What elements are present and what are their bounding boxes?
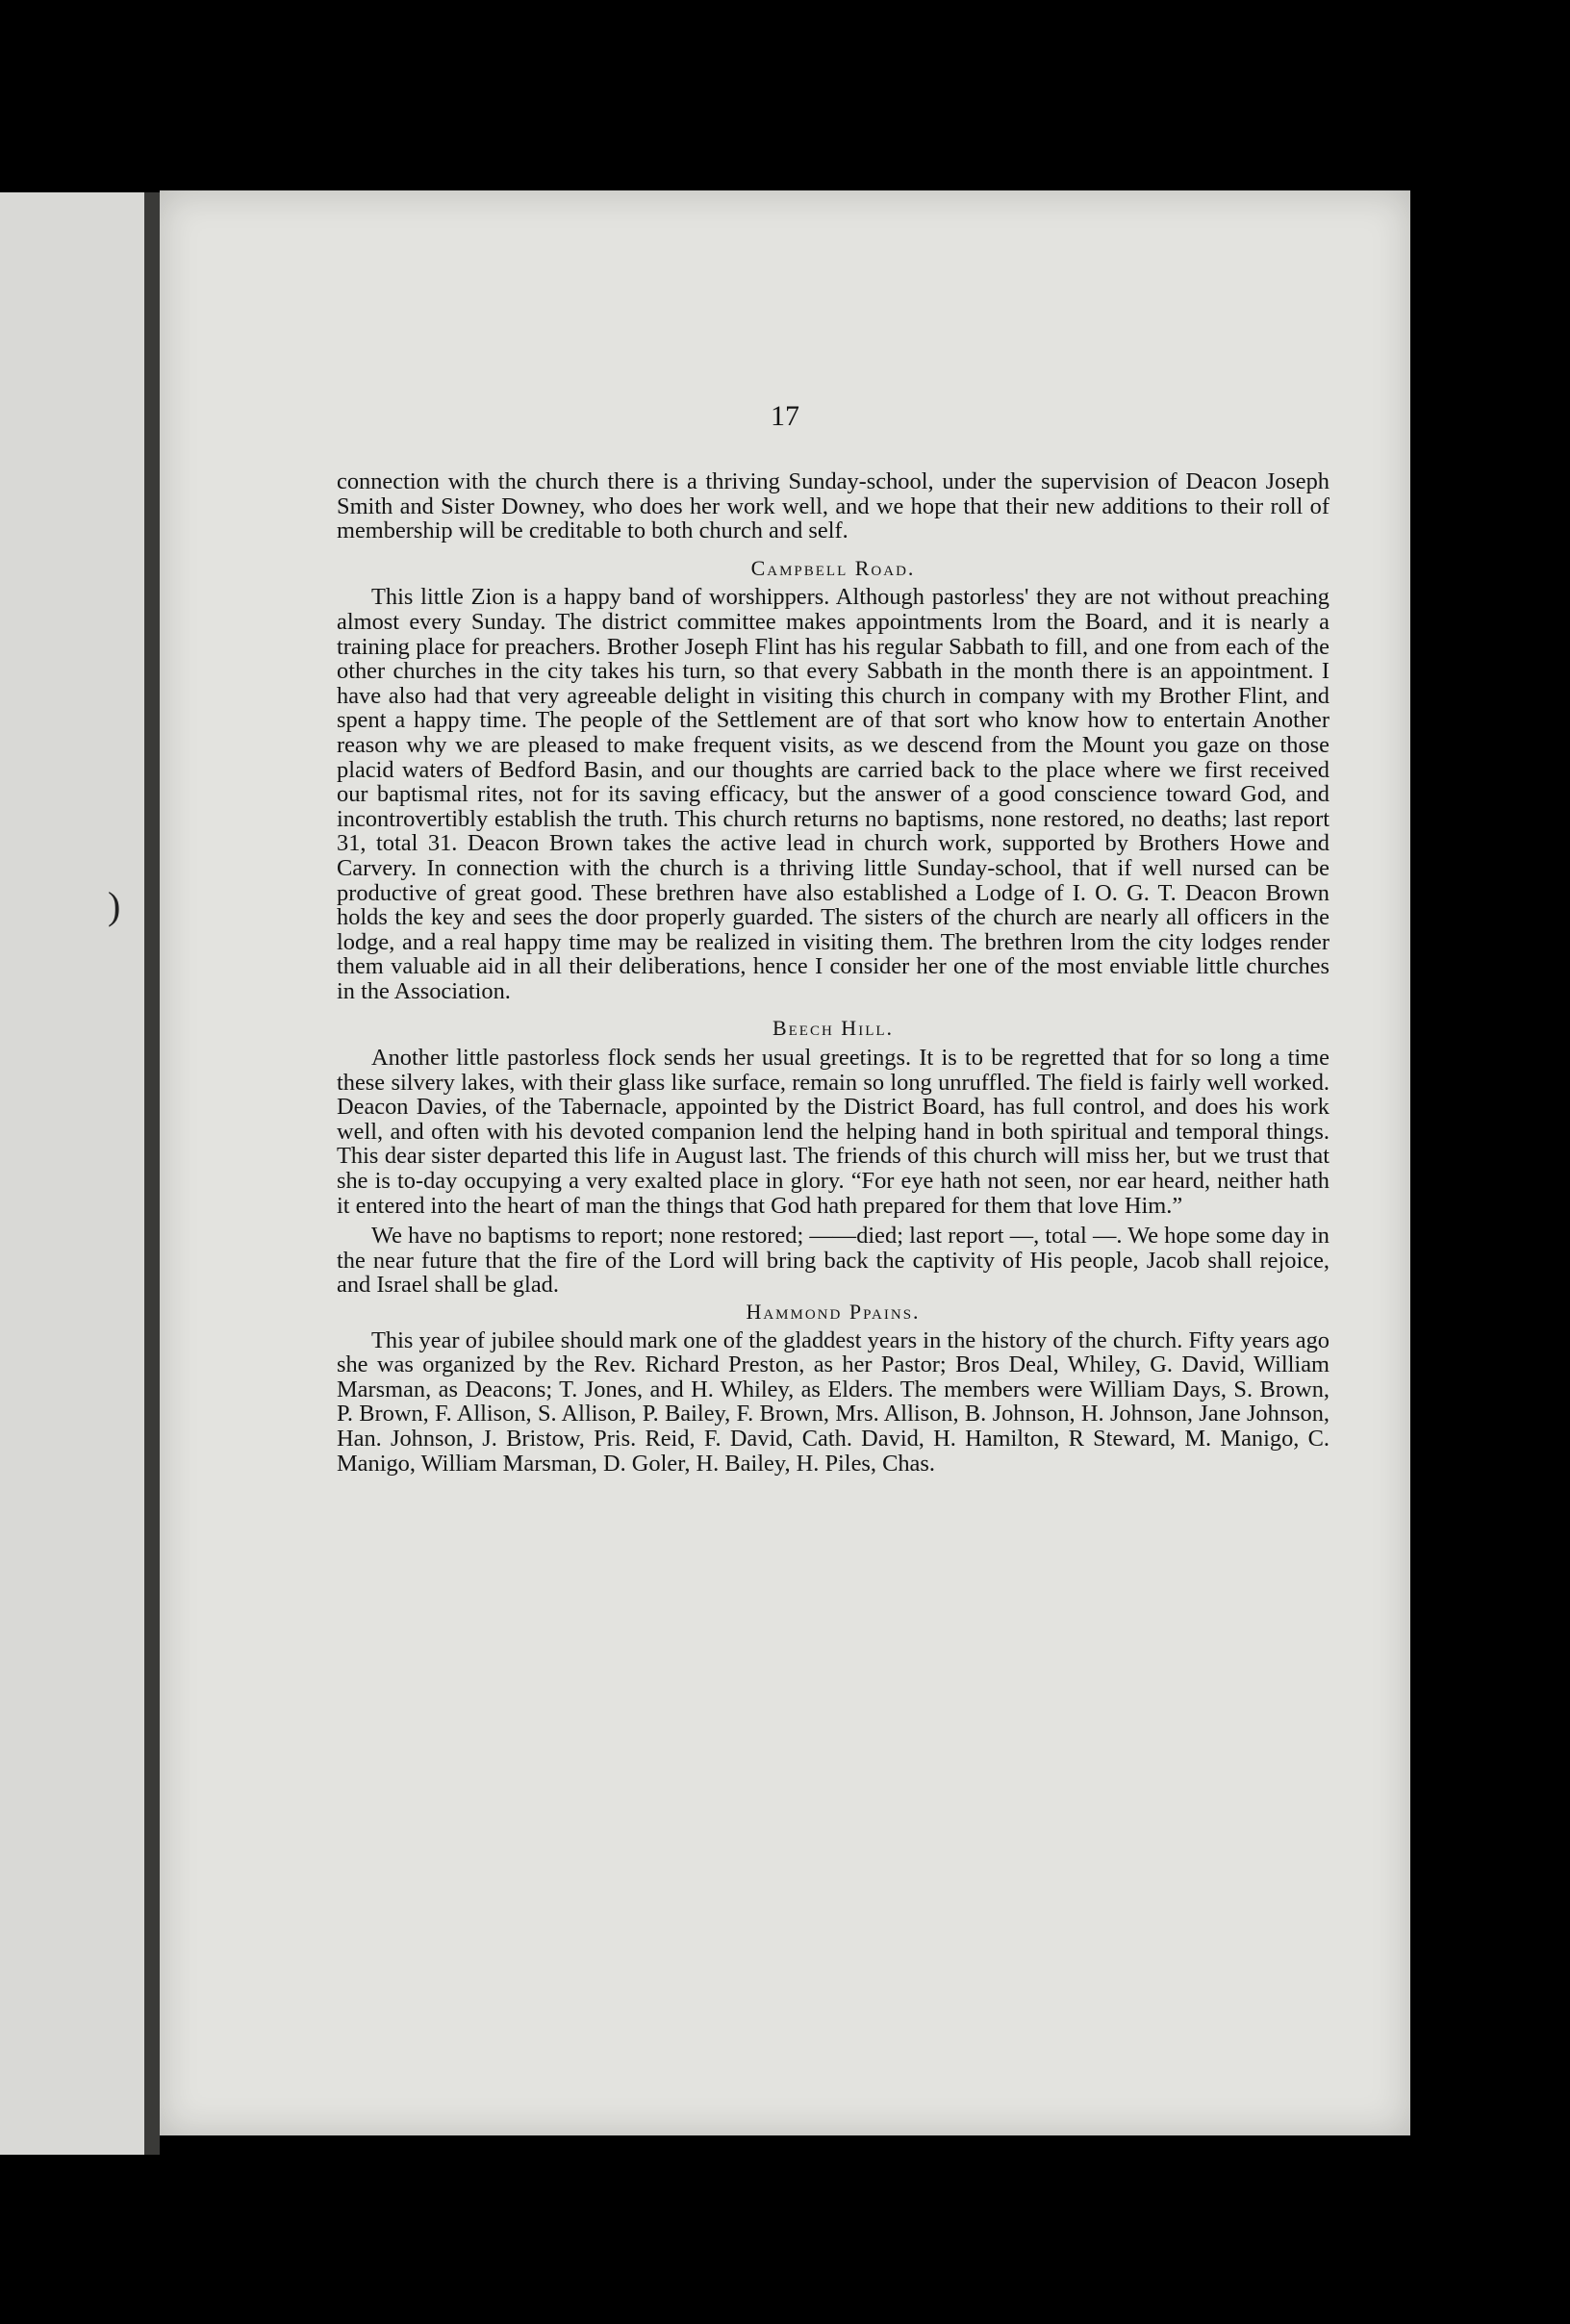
beech-hill-paragraph-1: Another little pastorless flock sends her usual greetings. It is to be regretted that for so long a time these silvery lakes, with their glass like surface, remain so long unruffled. The field is fairly well worked. Deacon Davies, of the Tabernacle, appointed by the District Board, has full control, and does his work well, and often with his devoted companion lend the helping hand in both spiritual and temporal things. This dear sister departed this life in August last. The friends of this church will miss her, but we trust that she is to-day occupying a very exalted place in glory. “For eye hath not seen, nor ear heard, neither hath it entered into the heart of man the things that God hath prepared for them that love Him.” [337, 1045, 1329, 1219]
page-number: 17 [771, 400, 799, 432]
margin-mark: ) [108, 884, 121, 927]
facing-page-edge [0, 192, 159, 2155]
campbell-road-paragraph: This little Zion is a happy band of worshippers. Although pastorless' they are not without preaching almost every Sunday. The district committee makes appointments lrom the Board, and it is nearly a training place for preachers. Brother Joseph Flint has his regular Sabbath to fill, and one from each of the other churches in the city takes his turn, so that every Sabbath in the month there is an appointment. I have also had that very agreeable delight in visiting this church in company with my Brother Flint, and spent a happy time. The people of the Settlement are of that sort who know how to entertain Another reason why we are pleased to make frequent visits, as we descend from the Mount you gaze on those placid waters of Bedford Basin, and our thoughts are carried back to the place where we first received our baptismal rites, not for its saving efficacy, but the answer of a good conscience toward God, and incontrovertibly establish the truth. This church returns no baptisms, none restored, no deaths; last report 31, total 31. Deacon Brown takes the active lead in church work, supported by Brothers Howe and Carvery. In connection with the church is a thriving little Sunday-school, that if well nursed can be productive of great good. These brethren have also established a Lodge of I. O. G. T. Deacon Brown holds the key and sees the door properly guarded. The sisters of the church are nearly all officers in the lodge, and a real happy time may be realized in visiting them. The brethren lrom the city lodges render them valuable aid in all their deliberations, hence I consider her one of the most enviable little churches in the Association. [337, 584, 1329, 1004]
hammond-plains-paragraph: This year of jubilee should mark one of the gladdest years in the history of the church. Fifty years ago she was organized by the Rev. Richard Preston, as her Pastor; Bros Deal, Whiley, G. David, William Marsman, as Deacons; T. Jones, and H. Whiley, as Elders. The members were William Days, S. Brown, P. Brown, F. Allison, S. Allison, P. Bailey, F. Brown, Mrs. Allison, B. Johnson, H. Johnson, Jane Johnson, Han. Johnson, J. Bristow, Pris. Reid, F. David, Cath. David, H. Hamilton, R Steward, M. Manigo, C. Manigo, William Marsman, D. Goler, H. Bailey, H. Piles, Chas. [337, 1326, 1329, 1477]
page-text [337, 469, 1329, 1476]
document-page [160, 190, 1410, 2135]
section-heading-campbell-road: Campbell Road. [750, 555, 916, 580]
section-heading-beech-hill: Beech Hill. [772, 1016, 895, 1041]
section-heading-hammond-plains: Hammond Ppains. [746, 1300, 921, 1324]
page-spine [144, 192, 160, 2155]
intro-paragraph: connection with the church there is a thriving Sunday-school, under the supervision of Deacon Joseph Smith and Sister Downey, who does her work well, and we hope that their new additions to their roll of membership will be creditable to both church and self. [337, 468, 1329, 544]
beech-hill-paragraph-2: We have no baptisms to report; none restored; ——died; last report —, total —. We hope some day in the near future that the fire of the Lord will bring back the captivity of His people, Jacob shall rejoice, and Israel shall be glad. [337, 1223, 1329, 1299]
